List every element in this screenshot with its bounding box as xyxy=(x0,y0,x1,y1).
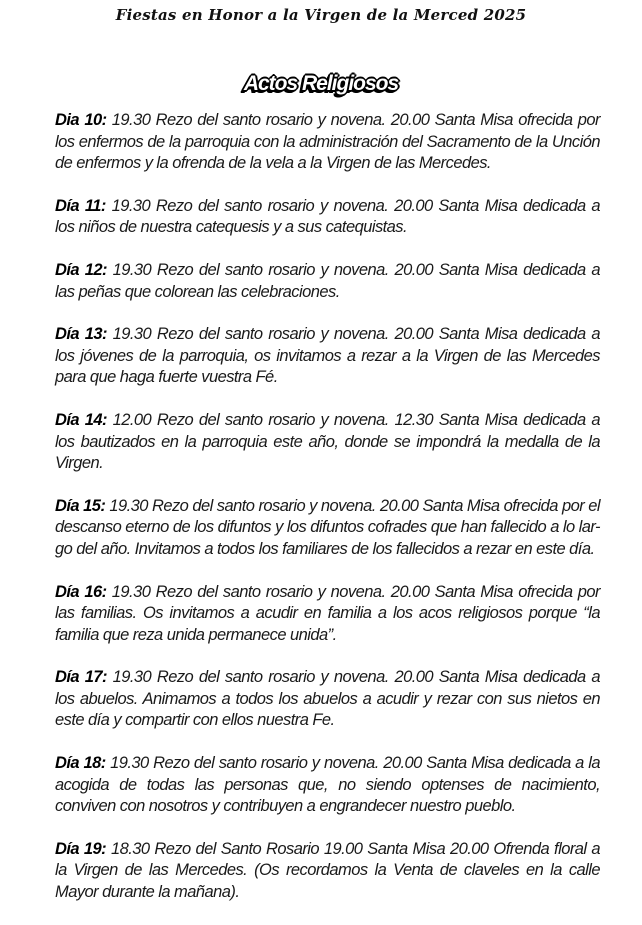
entry-text: 12.00 Rezo del santo rosario y novena. 12.30 Santa Misa dedicada a los bautizados en la parroquia este año, donde se impondrá la medalla de la Virgen. xyxy=(55,410,600,473)
entry-day: Día 16: xyxy=(55,582,107,601)
entry-day: Día 18: xyxy=(55,754,106,773)
entry-text: 19.30 Rezo del santo rosario y novena. 20.00 Santa Misa dedicada a las peñas que colorean las celebraciones. xyxy=(55,260,600,301)
entry-day: Día 11: xyxy=(55,196,106,215)
entry-text: 19.30 Rezo del santo rosario y novena. 20.00 Santa Misa ofrecida por el descanso eterno de los difuntos y los difuntos cofrades que han fallecido a lo lar-go del año. Invitamos a todos los familiares de los fallecidos a rezar en este día. xyxy=(55,496,600,558)
schedule-entry xyxy=(55,667,600,732)
entry-day: Dia 10: xyxy=(55,111,107,129)
entry-day: Día 17: xyxy=(55,668,107,687)
schedule-entry xyxy=(55,196,600,239)
entry-day: Día 15: xyxy=(55,496,106,515)
section-title: Actos Religiosos xyxy=(243,72,399,95)
schedule-entry xyxy=(55,110,600,175)
entry-day: Día 12: xyxy=(55,260,107,279)
entry-text: 18.30 Rezo del Santo Rosario 19.00 Santa Misa 20.00 Ofrenda floral a la Virgen de las Mercedes. (Os recordamos la Venta de claveles en la calle Mayor durante la mañana). xyxy=(55,839,600,902)
schedule-entry xyxy=(55,260,600,303)
schedule-entry xyxy=(55,753,600,818)
schedule-list xyxy=(55,110,600,925)
entry-day: Día 19: xyxy=(55,839,107,858)
entry-text: 19.30 Rezo del santo rosario y novena. 20.00 Santa Misa ofrecida por los enfermos de la parroquia con la administración del Sacramento de la Unción de enfermos y la ofrenda de la vela a la Virgen de las Mercedes. xyxy=(55,111,600,173)
entry-text: 19.30 Rezo del santo rosario y novena. 20.00 Santa Misa ofrecida por las familias. Os invitamos a acudir en familia a los acos religiosos porque “la familia que reza unida permanece unida”. xyxy=(55,582,600,644)
entry-day: Día 13: xyxy=(55,325,107,344)
schedule-entry xyxy=(55,839,600,904)
entry-text: 19.30 Rezo del santo rosario y novena. 20.00 Santa Misa dedicada a los jóvenes de la parroquia, os invitamos a rezar a la Virgen de las Mercedes para que haga fuerte vuestra Fé. xyxy=(55,325,600,387)
schedule-entry xyxy=(55,410,600,475)
entry-text: 19.30 Rezo del santo rosario y novena. 20.00 Santa Misa dedicada a la acogida de todas las personas que, no siendo optenses de nacimiento, conviven con nosotros y contribuyen a engrandecer nuestro pueblo. xyxy=(55,754,600,816)
entry-day: Día 14: xyxy=(55,410,107,429)
entry-text: 19.30 Rezo del santo rosario y novena. 20.00 Santa Misa dedicada a los niños de nuestra catequesis y a sus catequistas. xyxy=(55,196,600,237)
page-header-title: Fiestas en Honor a la Virgen de la Merced 2025 xyxy=(115,6,527,24)
entry-text: 19.30 Rezo del santo rosario y novena. 20.00 Santa Misa dedicada a los abuelos. Animamos a todos los abuelos a acudir y rezar con sus nietos en este día y compartir con ellos nuestra Fe. xyxy=(55,668,600,730)
schedule-entry xyxy=(55,582,600,647)
schedule-entry xyxy=(55,496,600,561)
schedule-entry xyxy=(55,324,600,389)
